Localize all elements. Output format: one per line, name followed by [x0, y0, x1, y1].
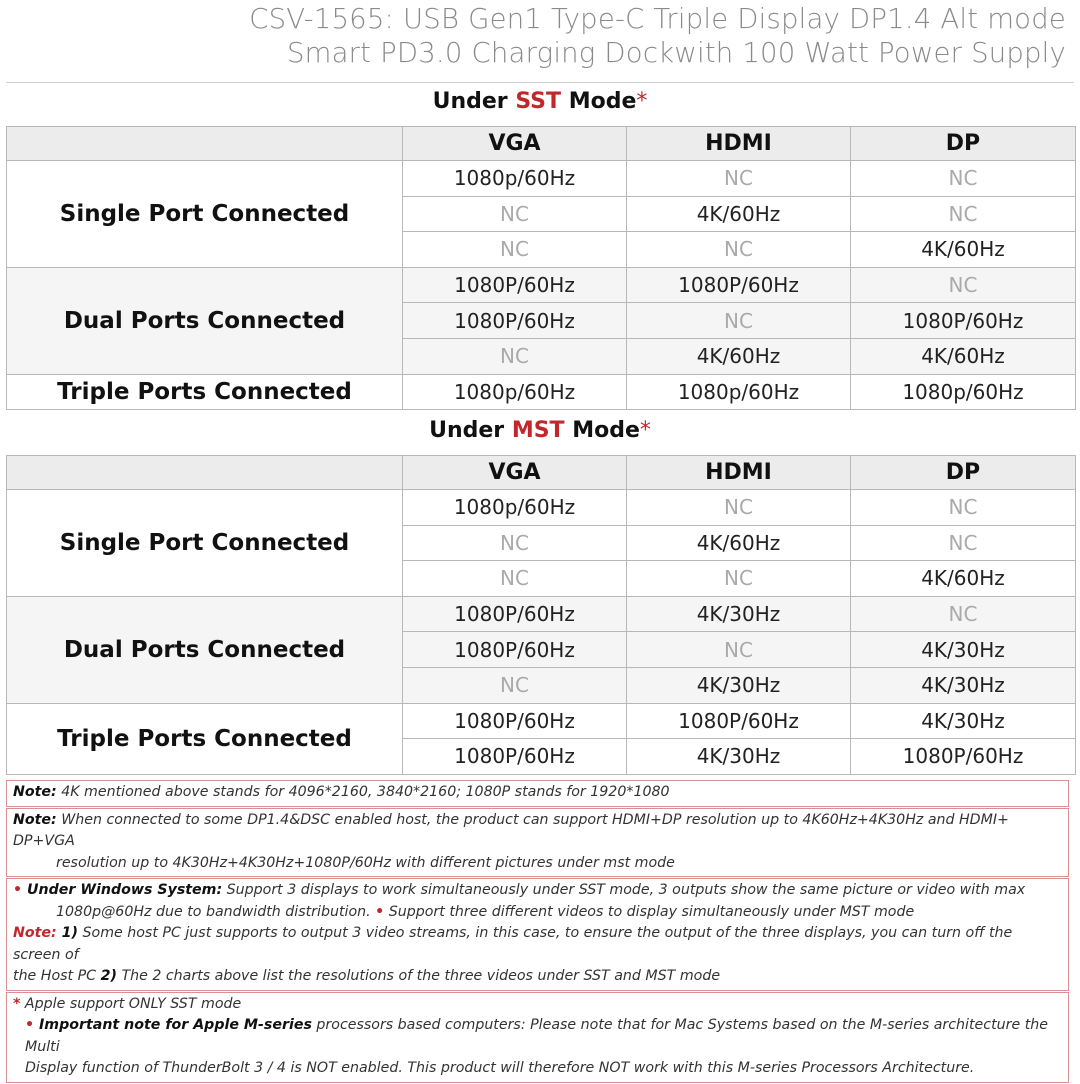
windows-mst-text: Support three different videos to display simultaneously under MST mode	[384, 903, 915, 920]
sst-title-mode: SST	[515, 89, 562, 114]
resolution-cell: NC	[627, 561, 851, 597]
resolution-cell: NC	[403, 667, 627, 703]
page-header	[249, 2, 1066, 70]
sst-title-suffix: Mode	[561, 89, 637, 114]
column-header: HDMI	[627, 127, 851, 161]
header-divider	[6, 82, 1074, 83]
resolution-cell: NC	[627, 303, 851, 339]
mst-table	[6, 455, 1076, 775]
table-header-row	[7, 456, 1076, 490]
resolution-cell: 4K/60Hz	[627, 196, 851, 232]
resolution-cell: 4K/30Hz	[851, 667, 1076, 703]
column-header: HDMI	[627, 456, 851, 490]
note-apple	[6, 992, 1069, 1083]
note-label: Note:	[13, 784, 57, 800]
connection-group-label: Single Port Connected	[7, 161, 403, 268]
resolution-cell: 1080P/60Hz	[403, 267, 627, 303]
column-header: VGA	[403, 456, 627, 490]
asterisk: *	[13, 995, 21, 1012]
resolution-cell: NC	[851, 596, 1076, 632]
resolution-cell: 1080P/60Hz	[627, 703, 851, 739]
note-label: Note:	[13, 811, 57, 828]
resolution-cell: 1080P/60Hz	[851, 303, 1076, 339]
bullet: •	[25, 1017, 35, 1033]
note-text-continued: resolution up to 4K30Hz+4K30Hz+1080P/60Hz with different pictures under mst mode	[56, 854, 675, 871]
resolution-cell: 4K/30Hz	[627, 667, 851, 703]
bullet: •	[375, 903, 385, 920]
resolution-cell: 1080P/60Hz	[403, 739, 627, 775]
note-number: 2)	[100, 968, 117, 984]
resolution-cell: NC	[403, 338, 627, 374]
resolution-cell: NC	[851, 267, 1076, 303]
mst-title	[0, 418, 1080, 443]
resolution-cell: 4K/60Hz	[851, 338, 1076, 374]
table-row	[7, 596, 1076, 632]
resolution-cell: 1080p/60Hz	[851, 374, 1076, 410]
connection-group-label: Dual Ports Connected	[7, 596, 403, 703]
mst-title-mode: MST	[511, 418, 565, 443]
connection-group-label: Triple Ports Connected	[7, 703, 403, 774]
apple-m-series-label: Important note for Apple M-series	[34, 1017, 312, 1033]
note-text: The 2 charts above list the resolutions of the three videos under SST and MST mode	[116, 968, 721, 984]
resolution-cell: 4K/30Hz	[851, 703, 1076, 739]
sst-title-asterisk: *	[636, 89, 648, 114]
sst-title	[0, 89, 1080, 114]
connection-group-label: Dual Ports Connected	[7, 267, 403, 374]
table-header-row	[7, 127, 1076, 161]
resolution-cell: NC	[627, 490, 851, 526]
apple-m-series-text: processors based computers: Please note that for Mac Systems based on the M-series architecture the Multi	[25, 1017, 1048, 1055]
notes-section	[6, 780, 1069, 1084]
resolution-cell: NC	[403, 196, 627, 232]
resolution-cell: 1080P/60Hz	[403, 632, 627, 668]
mst-title-asterisk: *	[639, 418, 651, 443]
resolution-cell: 1080p/60Hz	[627, 374, 851, 410]
note-dsc-host	[6, 808, 1069, 878]
resolution-cell: 4K/60Hz	[851, 561, 1076, 597]
windows-text-continued: 1080p@60Hz due to bandwidth distribution.	[56, 903, 376, 920]
header-line-2: Smart PD3.0 Charging Dockwith 100 Watt Power Supply	[286, 37, 1066, 69]
apple-m-series-text-continued: Display function of ThunderBolt 3 / 4 is NOT enabled. This product will therefore NOT work with this M-series Processors Architecture.	[25, 1060, 975, 1076]
table-row	[7, 374, 1076, 410]
table-row	[7, 703, 1076, 739]
resolution-cell: 4K/60Hz	[627, 525, 851, 561]
resolution-cell: NC	[403, 525, 627, 561]
resolution-cell: NC	[851, 161, 1076, 197]
resolution-cell: 4K/30Hz	[851, 632, 1076, 668]
table-row	[7, 161, 1076, 197]
table-corner-cell	[7, 127, 403, 161]
note-text: 4K mentioned above stands for 4096*2160, 3840*2160; 1080P stands for 1920*1080	[56, 784, 670, 800]
resolution-cell: 1080P/60Hz	[403, 596, 627, 632]
connection-group-label: Triple Ports Connected	[7, 374, 403, 410]
table-row	[7, 267, 1076, 303]
column-header: VGA	[403, 127, 627, 161]
sst-table	[6, 126, 1076, 410]
table-corner-cell	[7, 456, 403, 490]
resolution-cell: 4K/60Hz	[851, 232, 1076, 268]
bullet: •	[13, 882, 23, 898]
resolution-cell: 1080p/60Hz	[403, 161, 627, 197]
note-label: Note:	[13, 925, 57, 941]
resolution-cell: NC	[627, 232, 851, 268]
resolution-cell: NC	[627, 161, 851, 197]
connection-group-label: Single Port Connected	[7, 490, 403, 597]
mst-title-prefix: Under	[429, 418, 512, 443]
sst-title-prefix: Under	[432, 89, 516, 114]
header-line-1: CSV-1565: USB Gen1 Type-C Triple Display DP1.4 Alt mode	[249, 3, 1066, 35]
resolution-cell: 1080p/60Hz	[403, 374, 627, 410]
windows-label: Under Windows System:	[22, 882, 223, 898]
resolution-cell: NC	[403, 561, 627, 597]
resolution-cell: 1080P/60Hz	[851, 739, 1076, 775]
mst-title-suffix: Mode	[564, 418, 640, 443]
resolution-cell: NC	[851, 525, 1076, 561]
resolution-cell: 1080P/60Hz	[403, 303, 627, 339]
note-text: the Host PC	[13, 968, 101, 984]
resolution-cell: NC	[627, 632, 851, 668]
note-windows-system	[6, 878, 1069, 991]
resolution-cell: 4K/60Hz	[627, 338, 851, 374]
note-number: 1)	[56, 925, 78, 941]
note-resolution-definition	[6, 780, 1069, 807]
resolution-cell: 1080p/60Hz	[403, 490, 627, 526]
resolution-cell: NC	[851, 196, 1076, 232]
table-row	[7, 490, 1076, 526]
resolution-cell: NC	[403, 232, 627, 268]
note-text: When connected to some DP1.4&DSC enabled host, the product can support HDMI+DP resolution up to 4K60Hz+4K30Hz and HDMI+ DP+VGA	[13, 811, 1009, 849]
resolution-cell: NC	[851, 490, 1076, 526]
resolution-cell: 4K/30Hz	[627, 739, 851, 775]
resolution-cell: 1080P/60Hz	[403, 703, 627, 739]
column-header: DP	[851, 127, 1076, 161]
windows-text: Support 3 displays to work simultaneously under SST mode, 3 outputs show the same picture or video with max	[222, 882, 1026, 898]
apple-sst-text: Apple support ONLY SST mode	[20, 995, 242, 1012]
resolution-cell: 1080P/60Hz	[627, 267, 851, 303]
column-header: DP	[851, 456, 1076, 490]
note-text: Some host PC just supports to output 3 video streams, in this case, to ensure the output of the three displays, you can turn off the screen of	[13, 925, 1013, 963]
resolution-cell: 4K/30Hz	[627, 596, 851, 632]
